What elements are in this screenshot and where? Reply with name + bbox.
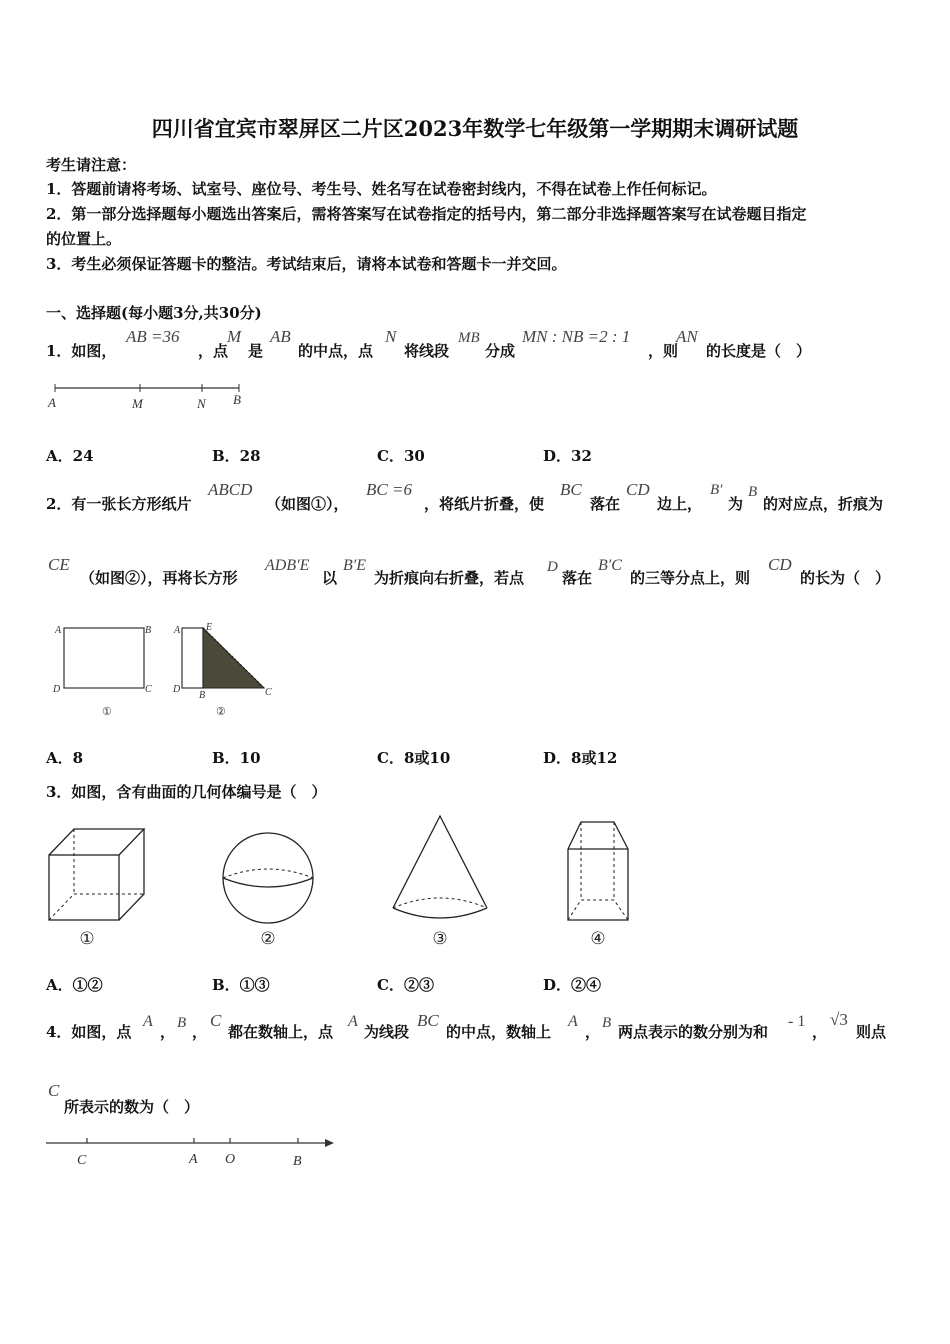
page-title: 四川省宜宾市翠屏区二片区2023年数学七年级第一学期期末调研试题 bbox=[151, 116, 799, 141]
sphere-solid bbox=[223, 833, 313, 923]
svg-text:③: ③ bbox=[432, 929, 448, 948]
q4-math: √3 bbox=[830, 1010, 848, 1029]
q4-text: 的中点，数轴上 bbox=[446, 1023, 552, 1041]
cone-solid bbox=[393, 816, 487, 918]
q1-math: MB bbox=[458, 330, 480, 346]
label-B: B bbox=[233, 392, 241, 407]
svg-text:D: D bbox=[53, 684, 61, 695]
q1-option-b[interactable]: B．28 bbox=[212, 447, 261, 465]
q2-text: 落在 bbox=[590, 495, 621, 513]
q2-text: （如图②），再将长方形 bbox=[80, 569, 238, 587]
label-B: B bbox=[293, 1154, 302, 1169]
q2-text: 以 bbox=[322, 569, 338, 587]
section-heading: 一、选择题(每小题3分,共30分) bbox=[46, 304, 262, 322]
svg-text:A: A bbox=[55, 625, 62, 636]
q1-text: 是 bbox=[248, 342, 264, 360]
q2-text: 2．有一张长方形纸片 bbox=[46, 495, 192, 513]
q4-math: A bbox=[568, 1013, 578, 1030]
q2-math: CE bbox=[48, 555, 70, 574]
q2-math: BC =6 bbox=[366, 480, 412, 499]
q1-option-c[interactable]: C．30 bbox=[377, 447, 425, 465]
q2-text: 落在 bbox=[562, 569, 593, 587]
q2-text: 的对应点，折痕为 bbox=[763, 495, 884, 513]
svg-text:C: C bbox=[265, 687, 272, 698]
q3-option-b[interactable]: B．①③ bbox=[212, 976, 270, 994]
q2-math: D bbox=[547, 559, 558, 575]
q4-text: ， bbox=[160, 1023, 176, 1041]
q4-math: C bbox=[48, 1081, 60, 1100]
q1-text: 的长度是（ ） bbox=[706, 342, 812, 360]
q2-text: 为折痕向右折叠，若点 bbox=[374, 569, 525, 587]
q2-math: CD bbox=[626, 480, 650, 499]
q1-math: AB =36 bbox=[126, 327, 180, 346]
q2-math: ABCD bbox=[208, 480, 253, 499]
svg-text:①: ① bbox=[102, 706, 112, 718]
q3-option-a[interactable]: A．①② bbox=[46, 976, 103, 994]
q2-math: B′ bbox=[710, 482, 723, 498]
q2-math: B bbox=[748, 484, 758, 500]
svg-text:D: D bbox=[173, 684, 181, 695]
q4-text: 都在数轴上，点 bbox=[228, 1023, 334, 1041]
label-A: A bbox=[48, 395, 56, 410]
q2-fold-figures bbox=[44, 618, 284, 722]
q2-option-d[interactable]: D．8或12 bbox=[543, 749, 618, 767]
label-N: N bbox=[197, 396, 206, 411]
svg-text:A: A bbox=[174, 625, 181, 636]
q4-math: BC bbox=[417, 1011, 439, 1030]
svg-text:B: B bbox=[199, 690, 206, 701]
svg-text:B: B bbox=[145, 625, 152, 636]
label-M: M bbox=[132, 396, 143, 411]
q2-math: B′C bbox=[598, 557, 622, 574]
q4-math: A bbox=[348, 1013, 358, 1030]
q1-math: MN : NB =2 : 1 bbox=[522, 327, 631, 346]
label-A: A bbox=[189, 1152, 198, 1167]
q2-math: CD bbox=[768, 555, 792, 574]
q4-math: B bbox=[177, 1015, 187, 1031]
q4-text: 两点表示的数分别为和 bbox=[618, 1023, 769, 1041]
q4-math: B bbox=[602, 1015, 612, 1031]
q4-text: ， bbox=[812, 1023, 828, 1041]
svg-text:④: ④ bbox=[590, 929, 606, 948]
q4-text: 则点 bbox=[856, 1023, 887, 1041]
q2-option-a[interactable]: A．8 bbox=[46, 749, 84, 767]
label-C: C bbox=[77, 1153, 87, 1168]
q4-text: 为线段 bbox=[364, 1023, 410, 1041]
q2-math: B′E bbox=[343, 557, 367, 574]
q1-option-a[interactable]: A．24 bbox=[46, 447, 94, 465]
notice-heading: 考生请注意： bbox=[46, 156, 137, 174]
q2-text: （如图①）， bbox=[266, 495, 349, 513]
notice-line-2b: 的位置上。 bbox=[46, 230, 122, 248]
notice-line-1: 1．答题前请将考场、试室号、座位号、考生号、姓名写在试卷密封线内，不得在试卷上作任何标记。 bbox=[46, 180, 717, 198]
q2-option-c[interactable]: C．8或10 bbox=[377, 749, 451, 767]
notice-line-3: 3．考生必须保证答题卡的整洁。考试结束后，请将本试卷和答题卡一并交回。 bbox=[46, 255, 567, 273]
q3-solids-figure bbox=[44, 812, 664, 952]
q2-text: ，将纸片折叠，使 bbox=[424, 495, 545, 513]
q1-text: ，点 bbox=[198, 342, 229, 360]
q4-text: 所表示的数为（ ） bbox=[64, 1098, 200, 1116]
q4-text: ， bbox=[585, 1023, 601, 1041]
q2-text: 边上， bbox=[657, 495, 703, 513]
q1-math: M bbox=[227, 327, 242, 346]
q1-option-d[interactable]: D．32 bbox=[543, 447, 592, 465]
svg-text:①: ① bbox=[79, 929, 95, 948]
q3-text: 3．如图，含有曲面的几何体编号是（ ） bbox=[46, 783, 327, 801]
q4-math: A bbox=[143, 1013, 153, 1030]
q2-text: 的三等分点上，则 bbox=[630, 569, 751, 587]
q2-text: 为 bbox=[728, 495, 744, 513]
cube-solid bbox=[49, 829, 144, 920]
q1-segment-figure bbox=[44, 380, 254, 416]
q4-text: ， bbox=[192, 1023, 208, 1041]
q1-text: 分成 bbox=[485, 342, 516, 360]
q2-math: ADB′E bbox=[265, 557, 310, 574]
q1-text: 1．如图， bbox=[46, 342, 117, 360]
q4-number-line bbox=[42, 1130, 342, 1170]
prism-solid bbox=[568, 822, 628, 920]
q1-math: AB bbox=[270, 327, 291, 346]
q1-text: ，则 bbox=[648, 342, 679, 360]
q3-option-d[interactable]: D．②④ bbox=[543, 976, 602, 994]
q2-option-b[interactable]: B．10 bbox=[212, 749, 261, 767]
q2-math: BC bbox=[560, 480, 582, 499]
q3-option-c[interactable]: C．②③ bbox=[377, 976, 434, 994]
svg-text:②: ② bbox=[216, 706, 226, 718]
label-O: O bbox=[225, 1152, 236, 1167]
q1-math: AN bbox=[676, 327, 698, 346]
svg-text:E: E bbox=[206, 622, 213, 633]
notice-line-2: 2．第一部分选择题每小题选出答案后，需将答案写在试卷指定的括号内，第二部分非选择题答案写在试卷题目指定 bbox=[46, 205, 807, 223]
q1-math: N bbox=[385, 327, 397, 346]
q4-math: - 1 bbox=[788, 1013, 806, 1030]
q1-text: 的中点，点 bbox=[298, 342, 374, 360]
q4-math: C bbox=[210, 1011, 222, 1030]
svg-text:②: ② bbox=[260, 929, 276, 948]
svg-text:C: C bbox=[145, 684, 152, 695]
q2-text: 的长为（ ） bbox=[800, 569, 891, 587]
q1-text: 将线段 bbox=[404, 342, 450, 360]
q4-text: 4．如图，点 bbox=[46, 1023, 132, 1041]
